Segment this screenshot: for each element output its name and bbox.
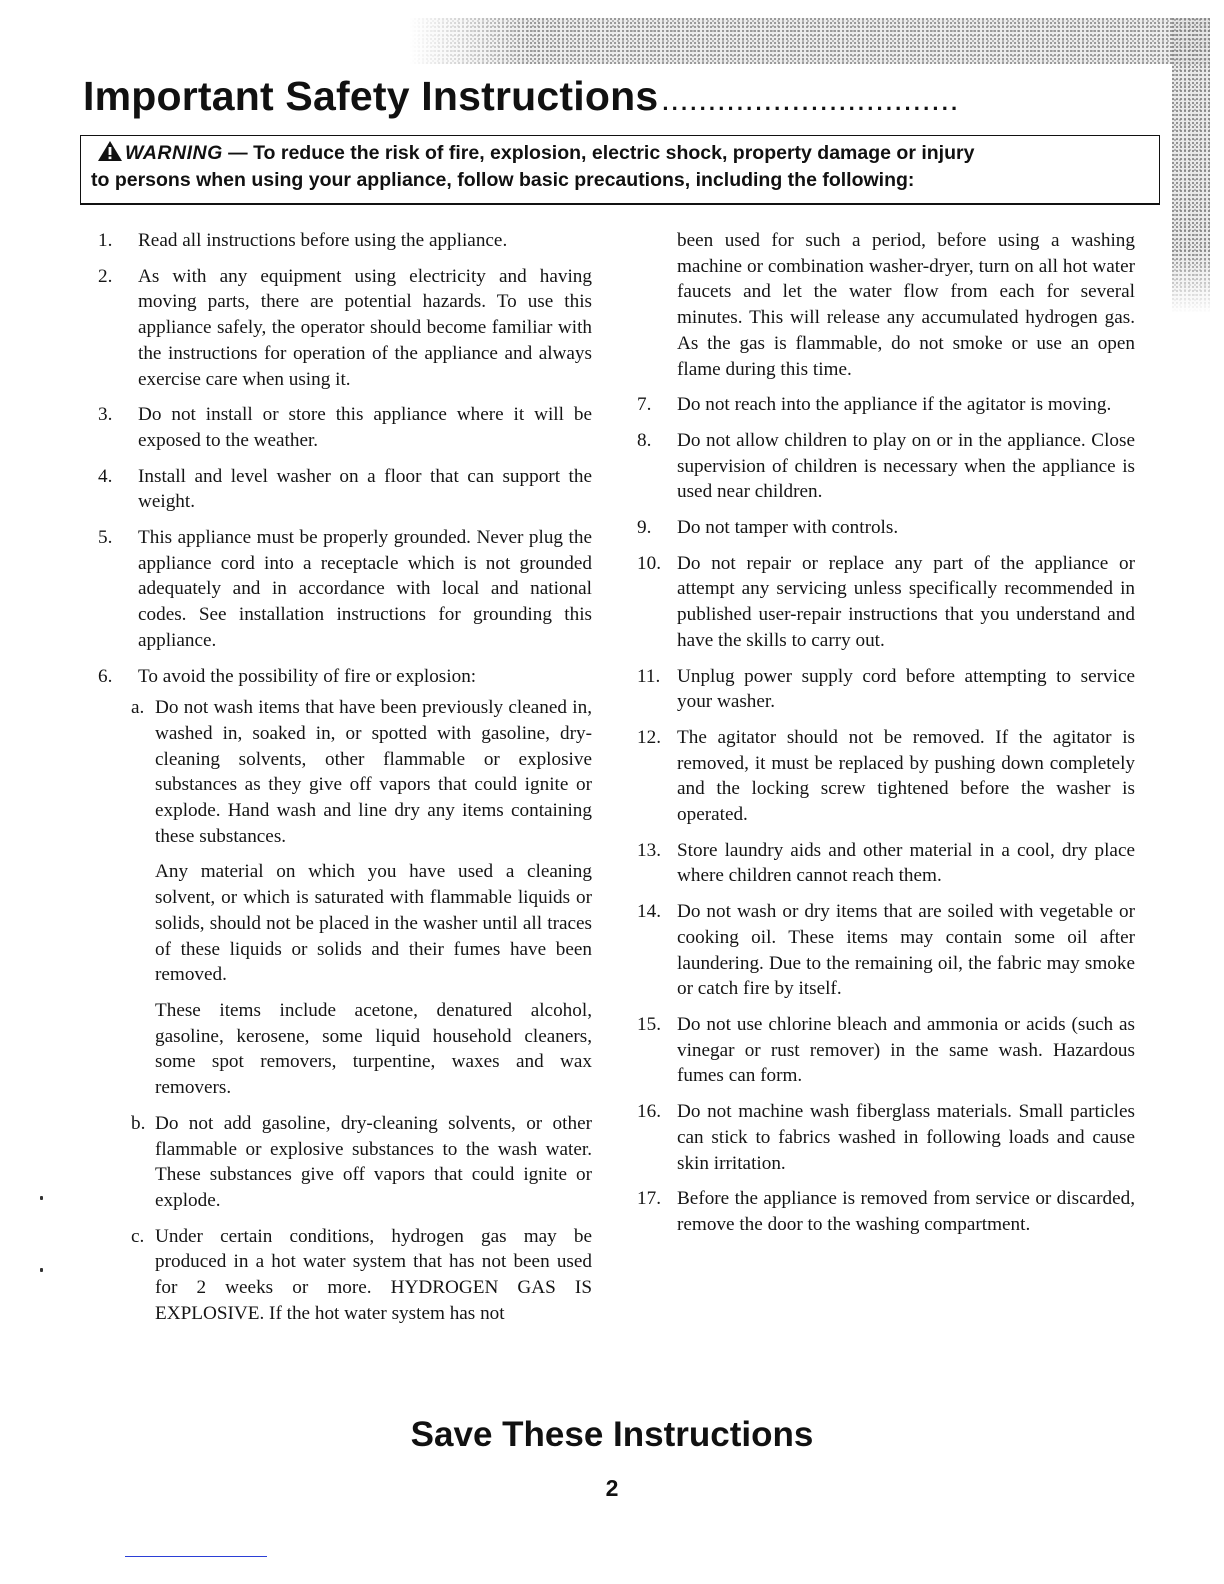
item-number: 13. <box>637 839 661 861</box>
page-title <box>83 64 1173 135</box>
item-number: 9. <box>637 517 652 539</box>
item-text: Do not use chlorine bleach and ammonia or acids (such as vinegar or rust remover) in the same wash. Hazardous fumes can form. <box>677 1013 1135 1087</box>
item-number: 17. <box>637 1188 661 1210</box>
item-text: Before the appliance is removed from service or discarded, remove the door to the washing compartment. <box>677 1188 1135 1235</box>
instruction-item-7 <box>637 392 1135 418</box>
item-number: 11. <box>637 665 661 687</box>
item-number: 15. <box>637 1013 661 1035</box>
item-number: 3. <box>98 404 113 426</box>
item-text: The agitator should not be removed. If the agitator is removed, it must be replaced by pushing down completely and the locking screw tightened before the washer is operated. <box>677 726 1135 826</box>
dot-leader: ................................ <box>662 90 961 115</box>
instruction-item-5 <box>98 525 592 654</box>
item-number: 10. <box>637 552 661 574</box>
sub-item-text: Do not wash items that have been previously cleaned in, washed in, soaked in, or spotted with gasoline, dry-cleaning solvents, other flammable or explosive substances as they give off vapors that could ignite or explode. Hand wash and line dry any items containing these substances. <box>155 697 592 847</box>
item-text: This appliance must be properly grounded. Never plug the appliance cord into a receptacle which is not grounded adequately and in accordance with local and national codes. See installation instructions for grounding this appliance. <box>138 527 592 651</box>
item-number: 6. <box>98 665 113 687</box>
item-text: Do not reach into the appliance if the agitator is moving. <box>677 394 1112 416</box>
warning-triangle-icon <box>97 140 123 162</box>
item-text: Do not repair or replace any part of the appliance or attempt any servicing unless specifically recommended in published user-repair instructions that you understand and have the skills to carry out. <box>677 552 1135 651</box>
sub-item-a-paragraph-3: These items include acetone, denatured alcohol, gasoline, kerosene, some liquid household cleaners, some spot removers, turpentine, waxes and wax removers. <box>155 999 592 1099</box>
item-text: Install and level washer on a floor that can support the weight. <box>138 465 592 513</box>
save-instructions-title: Save These Instructions <box>410 1415 814 1454</box>
item-text: Read all instructions before using the appliance. <box>138 230 508 251</box>
instruction-item-16 <box>637 1099 1135 1176</box>
item-number: 7. <box>637 394 652 416</box>
right-column <box>637 228 1135 1248</box>
item-text: Do not wash or dry items that are soiled with vegetable or cooking oil. These items may contain some oil after laundering. Due to the remaining oil, the fabric may smoke or catch fire by itself. <box>677 901 1135 1000</box>
sub-item-c <box>131 1224 592 1327</box>
item-text: Unplug power supply cord before attempting to service your washer. <box>677 665 1135 713</box>
item-text: As with any equipment using electricity and having moving parts, there are potential hazards. To use this appliance safely, the operator should become familiar with the instructions for operation of the appliance and always exercise care when using it. <box>138 265 592 390</box>
item-number: 1. <box>98 230 113 251</box>
item-number: 14. <box>637 901 661 923</box>
sub-item-b <box>131 1111 592 1214</box>
warning-box <box>80 135 1160 205</box>
warning-text-1: — To reduce the risk of fire, explosion, electric shock, property damage or injury <box>222 142 975 164</box>
item-number: 8. <box>637 429 652 451</box>
item-number: 12. <box>637 726 661 748</box>
instruction-item-1 <box>98 228 592 254</box>
halftone-decorative-band <box>410 18 1210 64</box>
sub-item-c-continued: been used for such a period, before using a washing machine or combination washer-dryer, turn on all hot water faucets and let the water flow from each for several minutes. This will release any accumulated hydrogen gas. As the gas is flammable, do not smoke or use an open flame during this time. <box>677 230 1135 380</box>
item-text: Do not install or store this appliance where it will be exposed to the weather. <box>138 404 592 451</box>
sub-item-a-paragraph-2: Any material on which you have used a cleaning solvent, or which is saturated with flammable liquids or solids, should not be placed in the washer until all traces of these liquids or solids and their fumes have been removed. <box>155 861 592 986</box>
item-text: Store laundry aids and other material in a cool, dry place where children cannot reach them. <box>677 839 1135 887</box>
scan-speck <box>40 1196 43 1200</box>
instruction-item-4 <box>98 464 592 515</box>
sub-item-a <box>131 695 592 849</box>
sub-item-text: Under certain conditions, hydrogen gas may be produced in a hot water system that has not been used for 2 weeks or more. HYDROGEN GAS IS EXPLOSIVE. If the hot water system has not <box>155 1225 592 1324</box>
item-number: 4. <box>98 465 113 487</box>
instruction-item-15 <box>637 1012 1135 1089</box>
sub-item-letter: c. <box>131 1225 145 1247</box>
instruction-item-10 <box>637 551 1135 654</box>
warning-line-1 <box>91 140 1151 167</box>
instruction-item-17 <box>637 1186 1135 1237</box>
footnote-rule <box>125 1556 267 1557</box>
instruction-item-2 <box>98 264 592 393</box>
left-column <box>98 228 592 1336</box>
item-number: 5. <box>98 527 113 549</box>
instruction-item-9 <box>637 515 1135 541</box>
item-text: To avoid the possibility of fire or explosion: <box>138 665 477 687</box>
warning-label: WARNING <box>125 142 223 164</box>
page-title-text: Important Safety Instructions <box>83 73 662 119</box>
scan-speck <box>40 1268 43 1272</box>
sub-item-letter: b. <box>131 1112 146 1134</box>
halftone-decorative-strip <box>1172 18 1210 313</box>
item-text: Do not machine wash fiberglass materials. Small particles can stick to fabrics washed in following loads and cause skin irritation. <box>677 1101 1135 1174</box>
instruction-item-8 <box>637 428 1135 505</box>
instruction-item-11 <box>637 664 1135 715</box>
sub-item-letter: a. <box>131 697 145 719</box>
instruction-item-3 <box>98 402 592 453</box>
item-text: Do not tamper with controls. <box>677 517 899 539</box>
sub-item-text: Do not add gasoline, dry-cleaning solvents, or other flammable or explosive substances to the wash water. These substances give off vapors that could ignite or explode. <box>155 1112 592 1211</box>
page-number: 2 <box>605 1475 619 1501</box>
instruction-item-6 <box>98 664 592 690</box>
item-number: 16. <box>637 1101 661 1123</box>
warning-line-2: to persons when using your appliance, follow basic precautions, including the following: <box>91 169 915 191</box>
instruction-item-13 <box>637 838 1135 889</box>
instruction-item-14 <box>637 899 1135 1002</box>
item-text: Do not allow children to play on or in the appliance. Close supervision of children is necessary when the appliance is used near children. <box>677 429 1135 503</box>
instruction-item-12 <box>637 725 1135 828</box>
item-number: 2. <box>98 265 113 287</box>
